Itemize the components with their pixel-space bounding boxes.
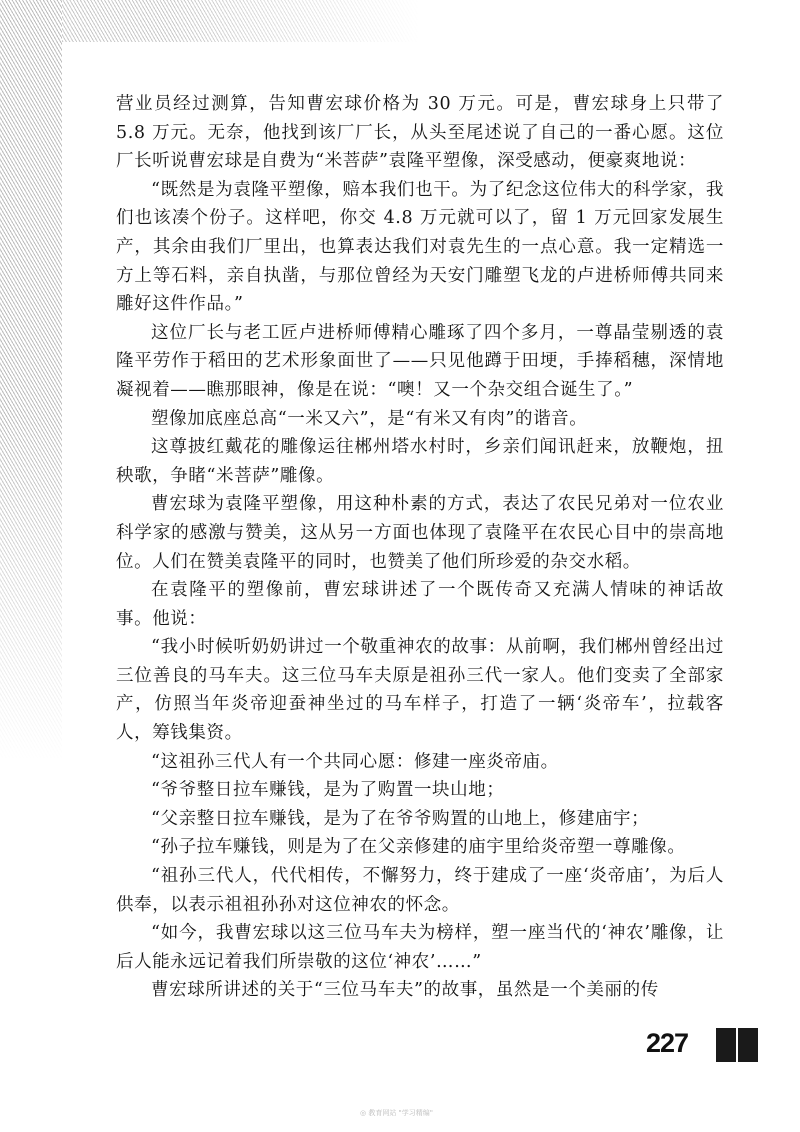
paragraph: “这祖孙三代人有一个共同心愿：修建一座炎帝庙。 — [151, 751, 559, 772]
paragraph: 曹宏球为袁隆平塑像，用这种朴素的方式，表达了农民兄弟对一位农业科学家的感激与赞美，这从另一方面也体现了袁隆平在农民心目中的崇高地位。人们在赞美袁隆平的同时，也赞美了他们所珍爱的杂交水稻。 — [116, 494, 724, 572]
paragraph: “爷爷整日拉车赚钱，是为了购置一块山地； — [151, 780, 505, 801]
body-text — [116, 90, 724, 1005]
paragraph: 这位厂长与老工匠卢进桥师傅精心雕琢了四个多月，一尊晶莹剔透的袁隆平劳作于稻田的艺术形象面世了——只见他蹲于田埂，手捧稻穗，深情地凝视着——瞧那眼神，像是在说：“噢！又一个杂交组合诞生了。” — [116, 322, 724, 400]
paragraph: “我小时候听奶奶讲过一个敬重神农的故事：从前啊，我们郴州曾经出过三位善良的马车夫。这三位马车夫原是祖孙三代一家人。他们变卖了全部家产，仿照当年炎帝迎蚕神坐过的马车样子，打造了一辆‘炎帝车’，拉载客人，筹钱集资。 — [116, 637, 724, 744]
page-number: 227 — [646, 1028, 689, 1058]
paragraph: “父亲整日拉车赚钱，是为了在爷爷购置的山地上，修建庙宇； — [151, 808, 650, 829]
paragraph: “孙子拉车赚钱，则是为了在父亲修建的庙宇里给炎帝塑一尊雕像。 — [151, 837, 686, 858]
scan-noise-top — [0, 0, 420, 42]
scan-watermark: ◎ 教育网站 "学习精编" — [360, 1109, 433, 1117]
paragraph: 这尊披红戴花的雕像运往郴州塔水村时，乡亲们闻讯赶来，放鞭炮，扭秧歌，争睹“米菩萨”雕像。 — [116, 437, 724, 486]
paragraph: 在袁隆平的塑像前，曹宏球讲述了一个既传奇又充满人情味的神话故事。他说： — [116, 580, 724, 629]
paragraph: “如今，我曹宏球以这三位马车夫为榜样，塑一座当代的‘神农’雕像，让后人能永远记着我们所崇敬的这位‘神农’……” — [116, 923, 724, 972]
paragraph: 曹宏球所讲述的关于“三位马车夫”的故事，虽然是一个美丽的传 — [151, 980, 659, 1001]
paragraph: 营业员经过测算，告知曹宏球价格为 30 万元。可是，曹宏球身上只带了 5.8 万元。无奈，他找到该厂厂长，从头至尾述说了自己的一番心愿。这位厂长听说曹宏球是自费为“米菩萨”袁隆平塑像，深受感动，便豪爽地说： — [116, 94, 724, 172]
scan-noise-left — [0, 0, 62, 760]
paragraph: “既然是为袁隆平塑像，赔本我们也干。为了纪念这位伟大的科学家，我们也该凑个份子。这样吧，你交 4.8 万元就可以了，留 1 万元回家发展生产，其余由我们厂里出，也算表达我们对袁先生的一点心意。我一定精选一方上等石料，亲自执凿，与那位曾经为天安门雕塑飞龙的卢进桥师傅共同来雕好这件作品。” — [116, 179, 724, 315]
page-corner-mark — [716, 1028, 758, 1062]
paragraph: 塑像加底座总高“一米又六”，是“有米又有肉”的谐音。 — [151, 408, 588, 429]
paragraph: “祖孙三代人，代代相传，不懈努力，终于建成了一座‘炎帝庙’，为后人供奉，以表示祖祖孙孙对这位神农的怀念。 — [116, 866, 724, 915]
